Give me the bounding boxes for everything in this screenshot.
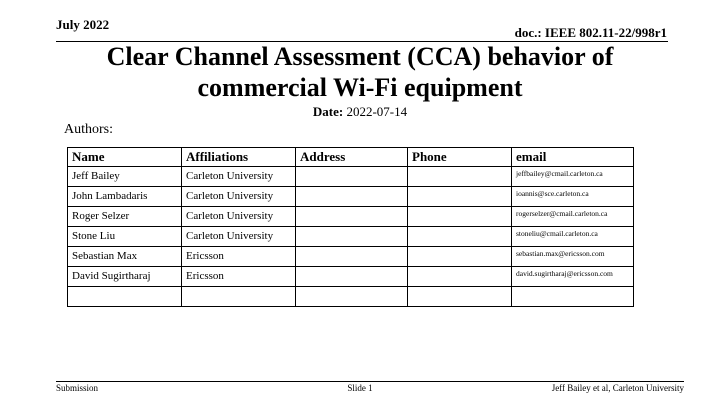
cell-affiliation: Ericsson [182,247,296,267]
column-header-address: Address [296,148,408,167]
cell-phone [408,207,512,227]
cell-phone [408,287,512,307]
column-header-affiliations: Affiliations [182,148,296,167]
cell-name: David Sugirtharaj [68,267,182,287]
table-header-row [68,148,634,167]
authors-table [67,147,634,307]
footer-slide-number: Slide 1 [347,383,373,393]
date-label: Date: [312,104,344,119]
cell-name [68,287,182,307]
cell-address [296,207,408,227]
cell-affiliation [182,287,296,307]
cell-phone [408,247,512,267]
cell-affiliation: Carleton University [182,187,296,207]
cell-email: ioannis@sce.carleton.ca [512,187,634,207]
authors-label: Authors: [64,122,113,137]
cell-address [296,247,408,267]
date-value: 2022-07-14 [346,104,408,119]
table-row [68,187,634,207]
column-header-email: email [512,148,634,167]
cell-phone [408,227,512,247]
cell-email [512,287,634,307]
slide-title: Clear Channel Assessment (CCA) behavior of commercial Wi-Fi equipment [106,42,614,102]
cell-phone [408,187,512,207]
cell-affiliation: Carleton University [182,227,296,247]
table-row [68,247,634,267]
cell-name: Stone Liu [68,227,182,247]
cell-affiliation: Carleton University [182,207,296,227]
footer-submission: Submission [56,383,99,393]
cell-address [296,167,408,187]
cell-address [296,227,408,247]
footer-divider [56,381,684,382]
cell-name: Roger Selzer [68,207,182,227]
cell-address [296,287,408,307]
cell-address [296,187,408,207]
table-row [68,267,634,287]
table-row [68,167,634,187]
cell-phone [408,267,512,287]
cell-name: Jeff Bailey [68,167,182,187]
column-header-phone: Phone [408,148,512,167]
footer-authors: Jeff Bailey et al, Carleton University [551,383,684,393]
table-row [68,207,634,227]
column-header-name: Name [68,148,182,167]
cell-address [296,267,408,287]
header-date: July 2022 [56,17,110,32]
cell-phone [408,167,512,187]
cell-name: Sebastian Max [68,247,182,267]
cell-name: John Lambadaris [68,187,182,207]
date-line [0,104,720,120]
cell-affiliation: Carleton University [182,167,296,187]
cell-email: stoneliu@cmail.carleton.ca [512,227,634,247]
cell-affiliation: Ericsson [182,267,296,287]
authors-table-body [68,167,634,307]
cell-email: rogerselzer@cmail.carleton.ca [512,207,634,227]
cell-email: david.sugirtharaj@ericsson.com [512,267,634,287]
header-doc-number: doc.: IEEE 802.11-22/998r1 [514,25,667,40]
table-row [68,287,634,307]
table-row [68,227,634,247]
cell-email: sebastian.max@ericsson.com [512,247,634,267]
cell-email: jeffbailey@cmail.carleton.ca [512,167,634,187]
